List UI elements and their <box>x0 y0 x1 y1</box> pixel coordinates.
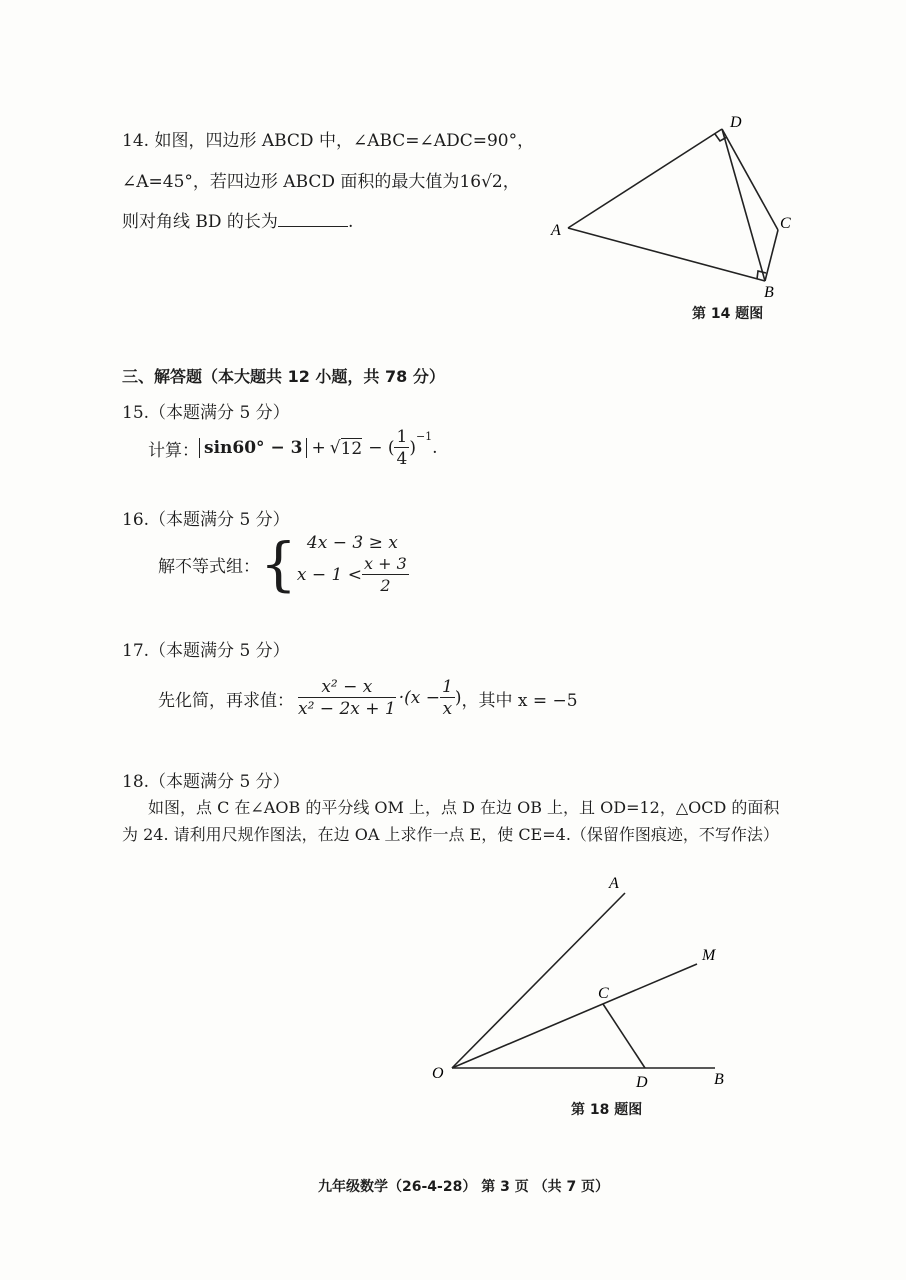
q15-end: . <box>432 438 438 458</box>
fig14-label-c: C <box>780 215 791 232</box>
fig18-label-c: C <box>598 985 609 1002</box>
q15-minus: − ( <box>368 438 395 458</box>
q17-tail: ，其中 x = −5 <box>461 690 578 711</box>
fig18-ray-oa <box>452 893 625 1068</box>
q17-mid: ·(x − <box>398 688 441 708</box>
q15-label: 计算： <box>148 440 199 461</box>
section-3-heading: 三、解答题（本大题共 12 小题，共 78 分） <box>122 367 445 386</box>
fig18-label-m: M <box>702 947 716 964</box>
q15-frac-num: 1 <box>396 426 408 447</box>
q15-exponent: −1 <box>415 430 433 443</box>
q14-line1: 14. 如图，四边形 ABCD 中，∠ABC=∠ADC=90°， <box>122 131 535 151</box>
q16-head: 16.（本题满分 5 分） <box>122 510 290 530</box>
page-footer: 九年级数学（26-4-28） 第 3 页 （共 7 页） <box>318 1179 610 1195</box>
fig14-label-a: A <box>551 222 561 239</box>
fig18-label-o: O <box>432 1065 444 1082</box>
fig18-label-a: A <box>609 875 619 892</box>
q17-f-den: x <box>442 698 453 719</box>
q14-max-coef: 16 <box>459 172 482 192</box>
fig18-caption: 第 18 题图 <box>571 1102 643 1118</box>
q15-sqrt-12: 12 <box>340 438 363 459</box>
q15-frac-den: 4 <box>396 448 408 469</box>
q16-frac-num: x + 3 <box>364 553 407 573</box>
fig18-label-d: D <box>636 1074 648 1091</box>
fig18-label-b: B <box>714 1071 724 1088</box>
q14-line2-comma: ， <box>502 172 520 192</box>
q17-label: 先化简，再求值： <box>158 690 294 711</box>
q17-num: x² − x <box>298 677 396 698</box>
q15-abs-value: sin60° − 3 <box>199 438 307 458</box>
q15-close: ) <box>409 438 416 458</box>
q18-line2: 为 24. 请利用尺规作图法，在边 OA 上求作一点 E，使 CE=4.（保留作图痕迹，不写作法） <box>122 825 779 844</box>
q16-label: 解不等式组： <box>158 556 260 577</box>
q17-f-num: 1 <box>442 676 453 697</box>
q18-line1: 如图，点 C 在∠AOB 的平分线 OM 上，点 D 在边 OB 上，且 OD=12，△OCD 的面积 <box>148 798 780 817</box>
q14-sqrt2: √2 <box>481 172 503 192</box>
q14-line3-text: 则对角线 BD 的长为 <box>122 212 278 232</box>
q15-sqrt-sign: √ <box>329 438 341 458</box>
q14-line3-end: . <box>347 212 354 232</box>
q17-den: x² − 2x + 1 <box>298 698 396 719</box>
q16-line2-left: x − 1 < <box>296 565 363 585</box>
q18-head: 18.（本题满分 5 分） <box>122 772 290 792</box>
fig18-segment-cd <box>603 1004 645 1068</box>
fig14-label-b: B <box>764 284 774 301</box>
q17-close: ) <box>454 688 462 708</box>
q14-line2-text: ∠A=45°，若四边形 ABCD 面积的最大值为 <box>122 172 460 192</box>
q16-brace: { <box>260 530 297 598</box>
q15-head: 15.（本题满分 5 分） <box>122 403 290 423</box>
q17-head: 17.（本题满分 5 分） <box>122 641 290 661</box>
fig14-caption: 第 14 题图 <box>692 306 764 322</box>
q16-frac-den: 2 <box>380 575 391 595</box>
q15-plus: + <box>311 438 326 458</box>
q16-line1: 4x − 3 ≥ x <box>306 532 398 553</box>
fig14-label-d: D <box>730 114 742 131</box>
fig18-ray-om <box>452 964 697 1068</box>
